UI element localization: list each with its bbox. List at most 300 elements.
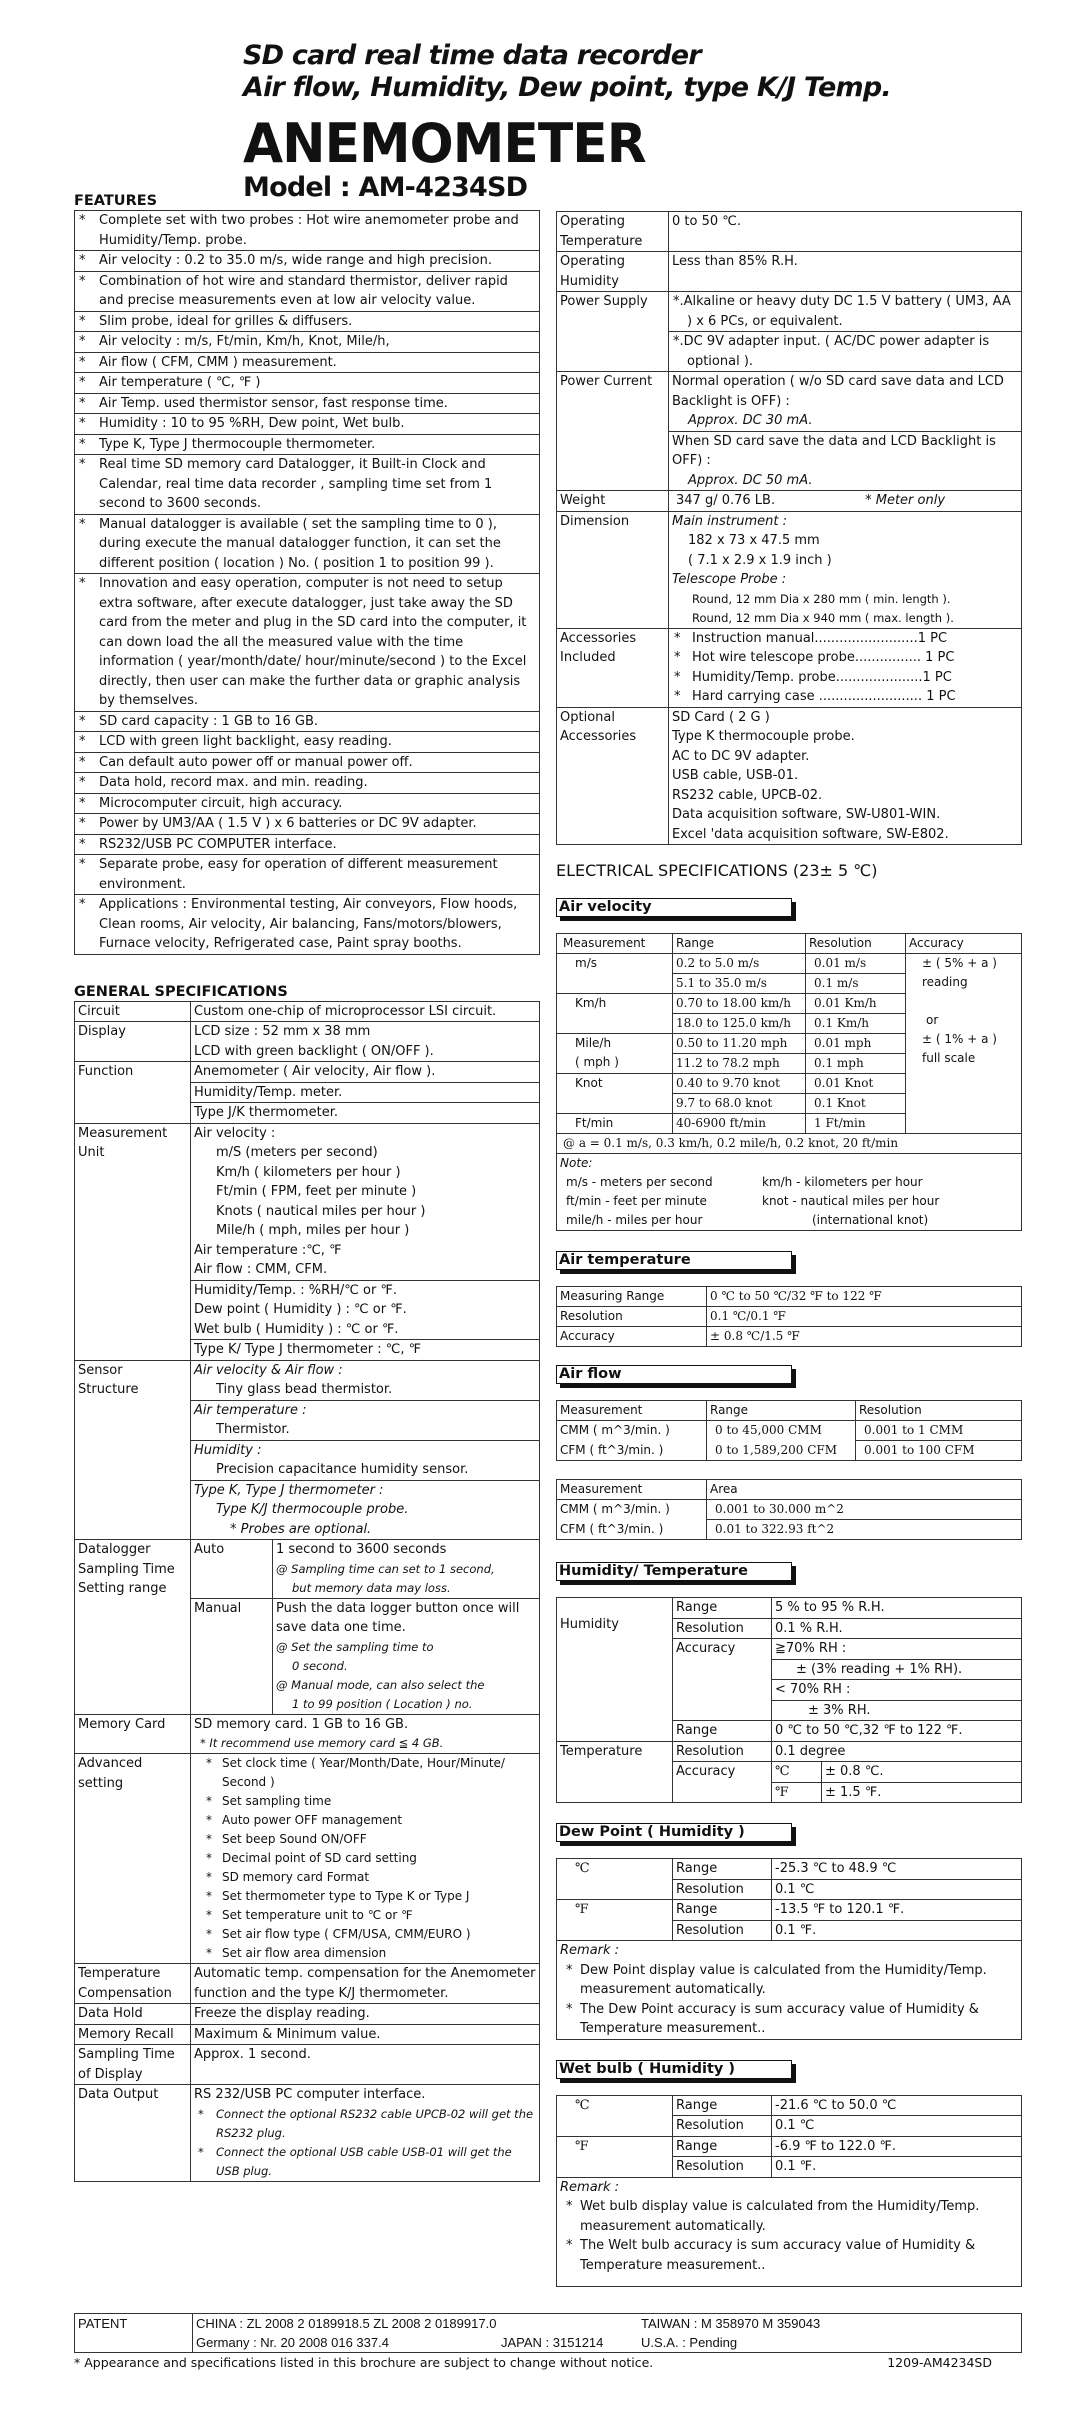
bullet-icon: * [79,576,86,591]
remark-title: Remark : [560,2179,620,2195]
spec-value: Maximum & Minimum value. [191,2024,540,2045]
dimension-probe: Telescope Probe : [672,572,787,587]
general-specs-heading: GENERAL SPECIFICATIONS [74,983,288,1000]
unit-label: Ft/min [575,1116,614,1130]
feature-item [75,352,540,373]
power-sd: When SD card save the data and LCD Backlight is OFF) : [672,433,996,468]
spec-value [669,491,1022,512]
cell: CMM ( m^3/min. ) [557,1421,707,1441]
air-flow-area-table [556,1479,1022,1540]
spec-label: Datalogger Sampling Time Setting range [75,1540,191,1715]
cell: 0.001 to 30.000 m^2 [707,1500,1022,1520]
advanced-item [194,1944,536,1963]
feature-text: Data hold, record max. and min. reading. [99,775,368,790]
feature-row [75,455,540,515]
general-specs-table [74,1001,540,2182]
spec-row-datalogger [75,1540,540,1599]
cell: -25.3 ℃ to 48.9 ℃ [772,1859,1022,1880]
patent-usa: U.S.A. : Pending [641,2335,738,2350]
range-cell: 0.2 to 5.0 m/s [673,954,806,974]
sensor-line: Precision capacitance humidity sensor. [216,1462,469,1477]
unit-cell [557,1074,673,1114]
right-column [556,211,1022,2287]
note-line [560,1173,1018,1192]
table-row [557,1307,1022,1327]
document-code: 1209-AM4234SD [887,2355,992,2370]
data-output-value: RS 232/USB PC computer interface. [194,2087,426,2102]
bullet-icon: * [79,313,86,329]
resolution-cell: 0.1 Km/h [806,1014,906,1034]
cell: 0 ℃ to 50 ℃/32 ℉ to 122 ℉ [707,1287,1022,1307]
cell: Accuracy [557,1327,707,1347]
feature-row [75,574,540,712]
unit-air-temp: Air temperature :℃, ℉ [194,1242,342,1258]
spec-value [191,1123,540,1280]
cell: 0.1 ℃ [772,2116,1022,2137]
spec-label: Data Hold [75,2004,191,2025]
table-row [557,1441,1022,1461]
resolution-cell: 1 Ft/min [806,1114,906,1134]
spec-row-power-supply [557,292,1022,332]
accuracy-line: or [926,1013,939,1027]
unit-cell [557,994,673,1034]
range-cell: 11.2 to 78.2 mph [673,1054,806,1074]
dimension-main: Main instrument : [672,513,787,529]
advanced-text: SD memory card Format [222,1870,370,1884]
advanced-text: Set thermometer type to Type K or Type J [222,1889,470,1903]
spec-value [669,628,1022,707]
feature-row [75,834,540,855]
cell: Range [673,1721,772,1742]
resolution-cell: 0.01 Knot [806,1074,906,1094]
spec-row-data-output [75,2085,540,2182]
advanced-item [194,1925,536,1944]
memory-card-note: * It recommend use memory card ≦ 4 GB. [200,1736,444,1750]
cell: Accuracy [673,1762,772,1803]
bullet-icon: * [79,816,86,831]
unit-item: Mile/h ( mph, miles per hour ) [216,1223,410,1238]
header-cell: Measurement [557,1401,707,1421]
spec-row-power-current [557,372,1022,432]
feature-text: Real time SD memory card Datalogger, it Built-in Clock and Calendar, real time data recorder , sampling time set from 1 second to 3600 seconds. [99,457,493,511]
cell: Range [673,2136,772,2157]
feature-text: Air Temp. used thermistor sensor, fast response time. [99,395,448,411]
cell: Resolution [673,1879,772,1900]
note-line [560,1211,1018,1230]
unit-item: Km/h ( kilometers per hour ) [216,1164,401,1180]
advanced-text: Set air flow area dimension [222,1946,387,1960]
spec-value: Approx. 1 second. [191,2045,540,2085]
optional-accessory-item: Excel 'data acquisition software, SW-E802. [672,826,949,842]
advanced-item [194,1754,536,1792]
cell: < 70% RH : [772,1680,1022,1701]
accuracy-cell [906,954,1022,1134]
bullet-icon: * [206,1832,212,1846]
sensor-title: Humidity : [194,1442,262,1458]
table-header-row [557,1401,1022,1421]
bullet-icon: * [206,1927,212,1941]
cell: 0.001 to 100 CFM [856,1441,1022,1461]
feature-row [75,251,540,272]
spec-label: Optional Accessories [557,707,669,845]
range-cell: 18.0 to 125.0 km/h [673,1014,806,1034]
row-group-temperature: Temperature [557,1741,673,1803]
patent-japan: JAPAN : 3151214 [501,2335,604,2350]
cell: Resolution [673,1920,772,1941]
feature-text: SD card capacity : 1 GB to 16 GB. [99,713,319,729]
cell: Accuracy [673,1639,772,1721]
dimension-line: Round, 12 mm Dia x 280 mm ( min. length ). [692,591,951,606]
cell: Range [673,1900,772,1921]
sensor-line: * Probes are optional. [230,1521,372,1537]
note-text: knot - nautical miles per hour [762,1194,940,1208]
cell: Resolution [673,2116,772,2137]
note: 1 to 99 position ( Location ) no. [292,1696,473,1711]
spec-row-sensor [75,1360,540,1400]
resolution-cell: 0.01 Km/h [806,994,906,1014]
feature-text: Innovation and easy operation, computer is not need to setup extra software, after execute datalogger, just take away the SD card from the meter and plug in the SD card into the computer, it can down load the all the measured value with the time information ( year/month/date/ hour/minute/second ) to the Excel directly, then user can make the further data or graphic analysis by themselves. [99,576,527,708]
spec-value: *.DC 9V adapter input. ( AC/DC power adapter is optional ). [669,332,1022,372]
feature-row [75,332,540,353]
cell: ± 0.8 ℃/1.5 ℉ [707,1327,1022,1347]
header-cell: Accuracy [906,934,1022,954]
section-title-air-temperature: Air temperature [556,1251,792,1270]
bullet-icon: * [79,857,86,872]
header-cell: Range [673,934,806,954]
cell: ± (3% reading + 1% RH). [772,1659,1022,1680]
bullet-icon: * [79,457,86,472]
bullet-icon: * [206,1870,212,1884]
humidity-temperature-table [556,1597,1022,1803]
bullet-icon: * [79,734,86,749]
spec-row-op-humidity [557,252,1022,292]
cell: 0.1 degree [772,1741,1022,1762]
cell: -13.5 ℉ to 120.1 ℉. [772,1900,1022,1921]
spec-label: Memory Recall [75,2024,191,2045]
feature-text: Applications : Environmental testing, Air conveyors, Flow hoods, Clean rooms, Air velocity, Air balancing, Fans/motors/blowers, Furnace velocity, Refrigerated case, Paint spray booths. [99,897,518,951]
table-row [557,1859,1022,1880]
cell: Resolution [673,1741,772,1762]
advanced-item [194,1868,536,1887]
feature-row [75,711,540,732]
cell: 0.1 % R.H. [772,1618,1022,1639]
feature-item [75,834,540,855]
note-text: Connect the optional RS232 cable UPCB-02 will get the RS232 plug. [216,2106,534,2140]
feature-row [75,393,540,414]
feature-row [75,414,540,435]
spec-value [191,1754,540,1964]
datalogger-auto-value: 1 second to 3600 seconds [276,1542,447,1557]
bullet-icon: * [79,795,86,811]
resolution-cell: 0.1 m/s [806,974,906,994]
table-row [557,1598,1022,1619]
spec-value: Anemometer ( Air velocity, Air flow ). [191,1062,540,1083]
remark-cell [557,2177,1022,2286]
unit-label: m/s [575,956,597,970]
bullet-icon: * [79,436,86,452]
dimension-line: Round, 12 mm Dia x 940 mm ( max. length ). [692,610,954,625]
remark-cell [557,1941,1022,2040]
feature-item [75,895,540,955]
feature-item [75,434,540,455]
features-heading: FEATURES [74,193,158,209]
spec-value: Less than 85% R.H. [669,252,1022,292]
table-row [557,954,1022,974]
advanced-text: Set beep Sound ON/OFF [222,1832,367,1846]
range-cell: 9.7 to 68.0 knot [673,1094,806,1114]
feature-item [75,752,540,773]
electrical-heading: ELECTRICAL SPECIFICATIONS (23± 5 ℃) [556,861,878,880]
air-velocity-table [556,933,1022,1231]
datalogger-manual-label: Manual [191,1598,273,1714]
spec-row-display [75,1022,540,1062]
cell: Range [673,2095,772,2116]
spec-label: Measurement Unit [75,1123,191,1360]
accessory-item [672,687,1018,707]
feature-item [75,455,540,515]
wet-bulb-table [556,2095,1022,2287]
feature-row [75,311,540,332]
data-output-note: * Connect the optional RS232 cable UPCB-02 will get the RS232 plug. [198,2106,534,2140]
cell: CMM ( m^3/min. ) [557,1500,707,1520]
accessory-text: Instruction manual.........................1 PC [692,630,948,646]
feature-row [75,793,540,814]
spec-label: Power Current [557,372,669,491]
patent-taiwan: TAIWAN : M 358970 M 359043 [641,2316,821,2331]
range-cell: 40-6900 ft/min [673,1114,806,1134]
spec-value [191,2085,540,2182]
datalogger-manual-value: Push the data logger button once will save data one time. [276,1600,520,1635]
bullet-icon: * [79,334,86,349]
feature-item [75,251,540,272]
bullet-icon: * [79,375,86,390]
feature-row [75,514,540,574]
spec-value [191,1400,540,1440]
weight-value: 347 g/ 0.76 LB. [676,493,776,508]
note: 0 second. [292,1658,348,1673]
header-cell: Measurement [557,934,673,954]
spec-label: Accessories Included [557,628,669,707]
bullet-icon: * [674,630,681,646]
note-text: Connect the optional USB cable USB-01 will get the USB plug. [216,2144,512,2178]
unit-dew: Dew point ( Humidity ) : ℃ or ℉. [194,1302,407,1317]
feature-item [75,211,540,251]
advanced-item [194,1811,536,1830]
dew-point-table [556,1858,1022,2040]
table-row [557,1421,1022,1441]
cell: Resolution [673,1618,772,1639]
accessory-item [672,629,1018,649]
optional-accessory-item: Data acquisition software, SW-U801-WIN. [672,807,941,822]
bullet-icon: * [674,689,681,704]
spec-label: Function [75,1062,191,1124]
cell: Measuring Range [557,1287,707,1307]
advanced-item [194,1906,536,1925]
sensor-title: Air velocity & Air flow : [194,1362,343,1378]
feature-item [75,793,540,814]
feature-row [75,855,540,895]
display-line: LCD with green backlight ( ON/OFF ). [194,1043,434,1059]
unit-item: Ft/min ( FPM, feet per minute ) [216,1184,417,1199]
right-specs-table [556,211,1022,845]
spec-value [191,1022,540,1062]
cell: ℃ [557,2095,673,2136]
unit-wet: Wet bulb ( Humidity ) : ℃ or ℉. [194,1321,399,1337]
sensor-title: Type K, Type J thermometer : [194,1482,384,1498]
spec-value [669,511,1022,628]
remark-text: Dew Point display value is calculated from the Humidity/Temp. measurement automatically. [580,1962,987,1997]
accuracy-line: ± ( 5% + a ) [922,956,997,970]
spec-row-op-temp [557,212,1022,252]
power-normal-value: Approx. DC 30 mA. [688,413,813,428]
cell: Resolution [557,1307,707,1327]
patent-row [193,2333,1022,2353]
subtitle-line-2: Air flow, Humidity, Dew point, type K/J Temp. [243,72,891,103]
spec-label: Weight [557,491,669,512]
feature-row [75,752,540,773]
spec-value [191,1714,540,1754]
cell: 5 % to 95 % R.H. [772,1598,1022,1619]
spec-label: Dimension [557,511,669,628]
feature-text: Power by UM3/AA ( 1.5 V ) x 6 batteries or DC 9V adapter. [99,816,477,831]
power-normal: Normal operation ( w/o SD card save data and LCD Backlight is OFF) : [672,374,1004,409]
table-row [557,2095,1022,2116]
bullet-icon: * [206,1794,212,1808]
feature-row [75,732,540,753]
unit-hum: Humidity/Temp. : %RH/℃ or ℉. [194,1282,397,1298]
spec-value: Automatic temp. compensation for the Anemometer function and the type K/J thermometer. [191,1964,540,2004]
cell: Range [673,1598,772,1619]
feature-item [75,393,540,414]
range-cell: 0.70 to 18.00 km/h [673,994,806,1014]
table-row [557,2136,1022,2157]
optional-accessory-item: RS232 cable, UPCB-02. [672,787,823,803]
section-title-humidity-temperature: Humidity/ Temperature [556,1562,792,1581]
section-title-air-velocity: Air velocity [556,898,792,917]
header [243,40,891,203]
sensor-title: Air temperature : [194,1402,307,1418]
table-row [557,1327,1022,1347]
cell: ℉ [557,2136,673,2177]
spec-value [191,1280,540,1340]
feature-text: Air temperature ( ℃, ℉ ) [99,375,261,390]
header-cell: Resolution [856,1401,1022,1421]
unit-label-secondary: ( mph ) [575,1055,619,1069]
table-header-row [557,1480,1022,1500]
header-cell: Measurement [557,1480,707,1500]
note-text: (international knot) [812,1213,929,1227]
note: @ Sampling time can set to 1 second, [276,1561,495,1576]
feature-item [75,311,540,332]
unit-label: Knot [575,1076,603,1090]
cell: -6.9 ℉ to 122.0 ℉. [772,2136,1022,2157]
advanced-item [194,1887,536,1906]
patent-china: CHINA : ZL 2008 2 0189918.5 ZL 2008 2 0189917.0 [196,2316,497,2331]
weight-note: * Meter only [865,493,946,508]
cell: 0.1 ℉. [772,1920,1022,1941]
cell: 0 ℃ to 50 ℃,32 ℉ to 122 ℉. [772,1721,1022,1742]
feature-item [75,514,540,574]
note-text: ft/min - feet per minute [566,1194,707,1208]
spec-row-sampling-display [75,2045,540,2085]
unit-label: Km/h [575,996,607,1010]
table-row [557,1741,1022,1762]
bullet-icon: * [674,650,681,665]
advanced-text: Decimal point of SD card setting [222,1851,417,1865]
feature-item [75,574,540,712]
feature-text: Can default auto power off or manual power off. [99,754,413,770]
feature-text: Air velocity : m/s, Ft/min, Km/h, Knot, Mile/h, [99,334,390,349]
spec-row-dimension [557,511,1022,628]
feature-item [75,271,540,311]
table-row [557,1520,1022,1540]
bullet-icon: * [79,775,86,790]
footer-notes [74,2353,1022,2373]
accuracy-line: ± ( 1% + a ) [922,1032,997,1046]
optional-accessory-item: SD Card ( 2 G ) [672,709,770,725]
feature-item [75,711,540,732]
dimension-line: 182 x 73 x 47.5 mm [688,533,820,548]
spec-row-function [75,1062,540,1083]
resolution-cell: 0.1 Knot [806,1094,906,1114]
cell: Resolution [673,2157,772,2178]
spec-value: Type J/K thermometer. [191,1103,540,1124]
spec-value [669,372,1022,432]
spec-row-measurement-unit [75,1123,540,1280]
a-note-row [557,1134,1022,1154]
spec-label: Circuit [75,1001,191,1022]
spec-value [191,1440,540,1480]
unit-cell [557,1114,673,1134]
unit-label: Mile/h [575,1036,612,1050]
remark-text: The Dew Point accuracy is sum accuracy value of Humidity & Temperature measurement.. [580,2001,979,2036]
advanced-text: Set temperature unit to ℃ or ℉ [222,1908,413,1922]
dimension-line: ( 7.1 x 2.9 x 1.9 inch ) [688,552,832,568]
cell: 0.1 ℃/0.1 ℉ [707,1307,1022,1327]
feature-row [75,814,540,835]
resolution-cell: 0.1 mph [806,1054,906,1074]
feature-text: Slim probe, ideal for grilles & diffusers. [99,313,353,329]
spec-label: Data Output [75,2085,191,2182]
disclaimer: * Appearance and specifications listed in this brochure are subject to change without notice. [74,2355,654,2370]
data-output-note: * Connect the optional USB cable USB-01 will get the USB plug. [198,2144,512,2178]
power-sd-value: Approx. DC 50 mA. [688,472,813,488]
spec-row-memory-card [75,1714,540,1754]
spec-value: Type K/ Type J thermometer : ℃, ℉ [191,1340,540,1361]
feature-row [75,211,540,251]
cell: -21.6 ℃ to 50.0 ℃ [772,2095,1022,2116]
cell: 0 to 1,589,200 CFM [707,1441,856,1461]
unit-cell [557,954,673,994]
feature-text: Combination of hot wire and standard thermistor, deliver rapid and precise measurements even at low air velocity value. [99,273,508,308]
cell: ± 1.5 ℉. [822,1782,1022,1803]
feature-row [75,773,540,794]
bullet-icon: * [79,713,86,729]
patent-label: PATENT [75,2314,193,2353]
spec-label: Display [75,1022,191,1062]
product-title: ANEMOMETER [243,112,646,175]
footer [74,2313,1022,2373]
cell: ℃ [772,1762,822,1783]
spec-label: Sampling Time of Display [75,2045,191,2085]
advanced-text: Auto power OFF management [222,1813,403,1827]
spec-value: Freeze the display reading. [191,2004,540,2025]
feature-row [75,271,540,311]
feature-text: Humidity : 10 to 95 %RH, Dew point, Wet bulb. [99,416,405,431]
cell: 0.01 to 322.93 ft^2 [707,1520,1022,1540]
advanced-text: Set sampling time [222,1794,332,1808]
bullet-icon: * [206,1756,212,1770]
